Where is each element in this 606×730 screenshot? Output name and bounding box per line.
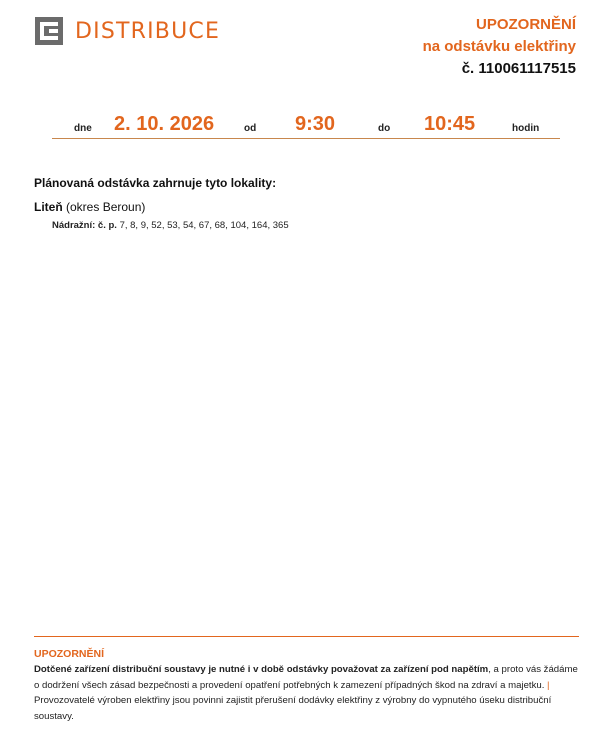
cez-e-logo-icon xyxy=(35,17,63,45)
from-label: od xyxy=(244,123,257,134)
locality-name: Liteň xyxy=(34,200,63,214)
notice-number: č. 110061117515 xyxy=(461,60,576,77)
notice-title: UPOZORNĚNÍ xyxy=(475,16,576,33)
to-time: 10:45 xyxy=(424,113,476,135)
from-time: 9:30 xyxy=(295,113,336,135)
brand-name: DISTRIBUCE xyxy=(75,18,221,44)
unit-label: hodin xyxy=(512,123,540,134)
locality-district: (okres Beroun) xyxy=(66,200,146,214)
footer-warning-text xyxy=(34,662,582,724)
schedule-row xyxy=(52,110,560,139)
notice-subtitle: na odstávku elektřiny xyxy=(422,38,576,55)
footer-separator: | xyxy=(547,679,550,691)
footer-text-2: Provozovatelé výroben elektřiny jsou povinni zajistit přerušení dodávky elektřiny z výrobny do vypnutého úseku distribuční soustavy. xyxy=(34,695,552,722)
footer-text-1: , a proto vás žádáme o dodržení všech zásad bezpečnosti a provedení opatření potřebných k zamezení případných škod na zdraví a majetku. xyxy=(34,664,578,691)
house-numbers: 7, 8, 9, 52, 53, 54, 67, 68, 104, 164, 365 xyxy=(119,220,289,231)
locality xyxy=(34,200,145,214)
street-label: Nádražní: č. p. xyxy=(52,220,117,231)
brand-logo xyxy=(35,17,220,45)
footer-divider xyxy=(34,636,579,637)
footer-title: UPOZORNĚNÍ xyxy=(34,648,105,660)
footer-bold-text: Dotčené zařízení distribuční soustavy je nutné i v době odstávky považovat za zařízení pod napětím xyxy=(34,664,489,675)
notice-header xyxy=(423,14,576,80)
outage-date: 2. 10. 2026 xyxy=(114,113,215,135)
street-entry xyxy=(52,220,289,231)
to-label: do xyxy=(378,123,391,134)
localities-intro: Plánovaná odstávka zahrnuje tyto lokality: xyxy=(34,176,277,190)
day-label: dne xyxy=(74,123,92,134)
